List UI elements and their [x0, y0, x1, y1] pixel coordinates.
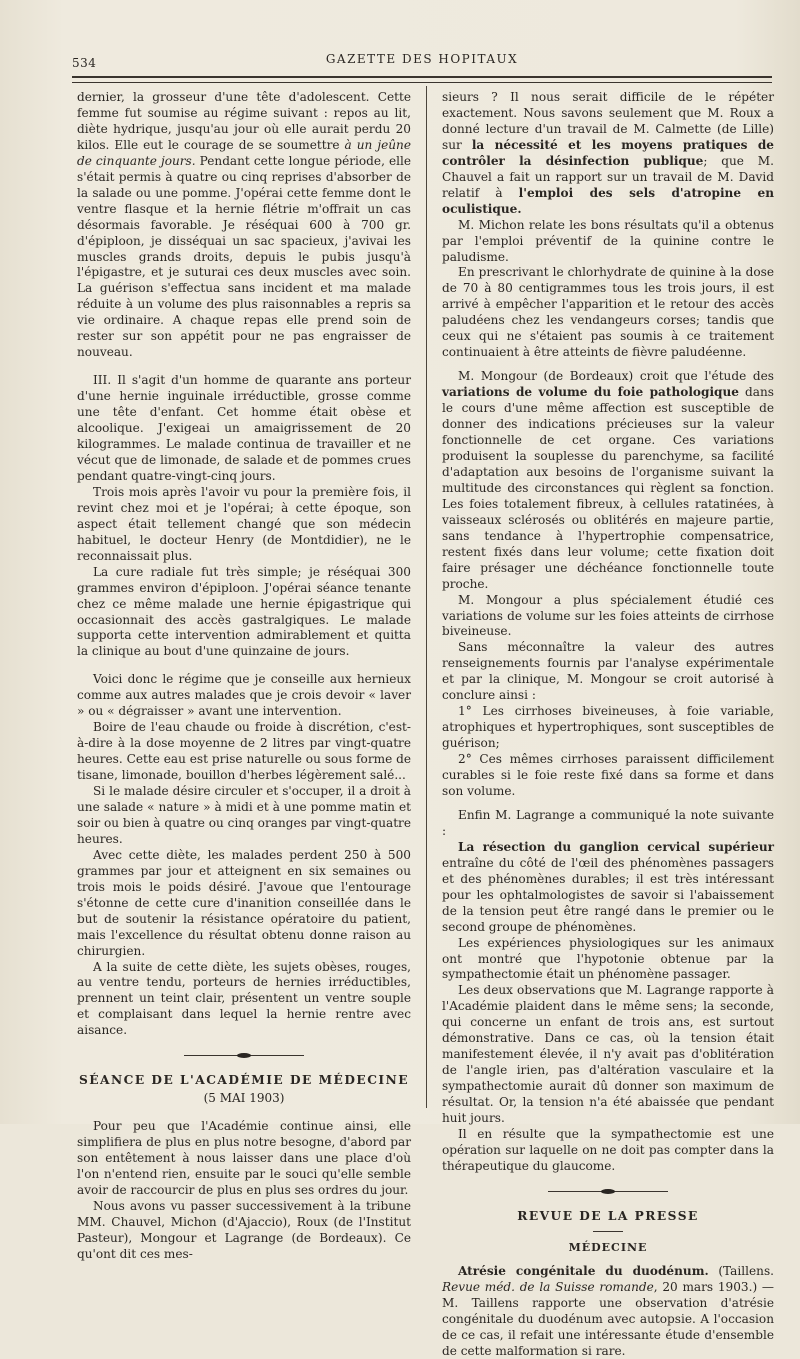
page-number: 534	[72, 56, 97, 70]
paragraph: Voici donc le régime que je conseille aux hernieux comme aux autres malades que je crois devoir « laver » ou « dégraisser » avant une intervention.	[77, 672, 411, 719]
paragraph: Les deux observations que M. Lagrange rapporte à l'Académie plaident dans le même sens; la seconde, qui concerne un enfant de trois ans, est surtout démonstrative. Dans ce cas, où la tension était manifestement élevée, il n'y avait pas d'oblitération de l'angle irien, pas d'altération vasculaire et la sympathectomie aurait dû donner son maximum de résultat. Or, la tension n'a été abaissée que pendant huit jours.	[442, 983, 774, 1126]
paragraph: Atrésie congénitale du duodénum. (Taillens. Revue méd. de la Suisse romande, 20 mars 1903.) — M. Taillens rapporte une observation d'atrésie congénitale du duodénum avec autopsie. A l'occasion de ce cas, il refait une intéressante étude d'ensemble de cette malformation si rare.	[442, 1263, 774, 1358]
paragraph: M. Mongour a plus spécialement étudié ces variations de volume sur les foies atteints de cirrhose biveineuse.	[442, 592, 774, 639]
sub-rule	[593, 1231, 623, 1232]
paragraph: Si le malade désire circuler et s'occuper, il a droit à une salade « nature » à midi et à une pomme matin et soir ou bien à quatre ou cinq oranges par vingt-quatre heures.	[77, 784, 411, 846]
paragraph: Les expériences physiologiques sur les animaux ont montré que l'hypotonie obtenue par la sympathectomie était un phénomène passager.	[442, 935, 774, 982]
paragraph: Sans méconnaître la valeur des autres renseignements fournis par l'analyse expérimentale et par la clinique, M. Mongour se croit autorisé à conclure ainsi :	[442, 640, 774, 703]
section-ornament	[548, 1189, 668, 1195]
left-column	[77, 90, 411, 1263]
paragraph: III. Il s'agit d'un homme de quarante ans porteur d'une hernie inguinale irréductible, grosse comme une tête d'enfant. Cet homme était obèse et alcoolique. J'exigeai un amaigrissement de 20 kilogrammes. Le malade continua de travailler et ne vécut que de limonade, de salade et de pommes crues pendant quatre-vingt-cinq jours.	[77, 373, 411, 483]
page-header	[72, 50, 772, 72]
section-date: (5 MAI 1903)	[203, 1091, 285, 1106]
paragraph: Pour peu que l'Académie continue ainsi, elle simplifiera de plus en plus notre besogne, d'abord par son entêtement à nous laisser dans une place d'où l'on n'entend rien, ensuite par le souci qu'elle semble avoir de raccourcir de plus en plus ses ordres du jour.	[77, 1119, 411, 1197]
paragraph: Nous avons vu passer successivement à la tribune MM. Chauvel, Michon (d'Ajaccio), Roux (de l'Institut Pasteur), Mongour et Lagrange (de Bordeaux). Ce qu'ont dit ces mes-	[77, 1198, 411, 1261]
paragraph: M. Michon relate les bons résultats qu'il a obtenus par l'emploi préventif de la quinine contre le paludisme.	[442, 217, 774, 264]
paragraph: Enfin M. Lagrange a communiqué la note suivante :	[442, 807, 774, 838]
paragraph: M. Mongour (de Bordeaux) croit que l'étude des variations de volume du foie pathologique dans le cours d'une même affection est susceptible de donner des indications précieuses sur la valeur fonctionnelle de cet organe. Ces variations produisent la souplesse du parenchyme, sa facilité d'adaptation aux besoins de l'organisme suivant la multitude des circonstances qui règlent sa fonction. Les foies totalement fibreux, à cellules ratatinées, à vaisseaux sclérosés ou oblitérés en majeure partie, sans tendance à l'hypertrophie compensatrice, restent fixés dans leur volume; cette fixation doit faire présager une déchéance fonctionnelle toute proche.	[442, 369, 774, 591]
paragraph: La résection du ganglion cervical supérieur entraîne du côté de l'œil des phénomènes passagers et des phénomènes durables; il est très intéressant pour les ophtalmologistes de savoir si l'abaissement de la tension peut être rangé dans le premier ou le second groupe de phénomènes.	[442, 839, 774, 934]
paragraph: A la suite de cette diète, les sujets obèses, rouges, au ventre tendu, porteurs de hernies irréductibles, prennent un teint clair, présentent un ventre souple et complaisant dans lequel la hernie rentre avec aisance.	[77, 959, 411, 1038]
paragraph: Avec cette diète, les malades perdent 250 à 500 grammes par jour et atteignent en six semaines ou trois mois le poids désiré. J'avoue que l'entourage s'étonne de cette cure d'inanition conseillée dans le but de soutenir la résistance opératoire du patient, mais l'excellence du résultat obtenu donne raison au chirurgien.	[77, 847, 411, 958]
column-divider	[426, 86, 427, 1108]
paragraph: Boire de l'eau chaude ou froide à discrétion, c'est-à-dire à la dose moyenne de 2 litres par vingt-quatre heures. Cette eau est prise naturelle ou sous forme de tisane, limonade, bouillon d'herbes légèrement salé...	[77, 720, 411, 783]
paragraph: Trois mois après l'avoir vu pour la première fois, il revint chez moi et je l'opérai; à cette époque, son aspect était tellement changé que son médecin habituel, le docteur Henry (de Montdidier), ne le reconnaissait plus.	[77, 484, 411, 563]
sub-section-title: MÉDECINE	[568, 1240, 648, 1254]
section-ornament	[184, 1053, 304, 1059]
journal-title: GAZETTE DES HOPITAUX	[325, 52, 519, 66]
section-title: REVUE DE LA PRESSE	[517, 1208, 699, 1223]
paragraph: En prescrivant le chlorhydrate de quinine à la dose de 70 à 80 centigrammes tous les trois jours, il est arrivé à empêcher l'apparition et le retour des accès paludéens chez les vendangeurs corses; tandis que ceux qui ne s'étaient pas soumis à ce traitement continuaient à être atteints de fièvre paludéenne.	[442, 265, 774, 360]
paragraph: La cure radiale fut très simple; je réséquai 300 grammes environ d'épiploon. J'opérai séance tenante chez ce même malade une hernie épigastrique qui occasionnait des accès gastralgiques. Le malade supporta cette intervention admirablement et quitta la clinique au bout d'une quinzaine de jours.	[77, 564, 411, 659]
paragraph: 2° Ces mêmes cirrhoses paraissent difficilement curables si le foie reste fixé dans sa forme et dans son volume.	[442, 752, 774, 798]
paragraph: dernier, la grosseur d'une tête d'adolescent. Cette femme fut soumise au régime suivant : repos au lit, diète hydrique, jusqu'au jour où elle aurait perdu 20 kilos. Elle eut le courage de se soumettre à un jeûne de cinquante jours. Pendant cette longue période, elle s'était permis à quatre ou cinq reprises d'absorber de la salade ou une pomme. J'opérai cette femme dont le ventre flasque et la hernie flétrie m'offrait un cas désormais favorable. Je réséquai 600 à 700 gr. d'épiploon, je disséquai un sac spacieux, j'avivai les muscles grands droits, depuis le pubis jusqu'à l'épigastre, et je suturai ces deux muscles avec soin. La guérison s'effectua sans incident et ma malade réduite à un volume des plus raisonnables a repris sa vie ordinaire. A chaque repas elle prend soin de rester sur son appétit pour ne pas engraisser de nouveau.	[77, 90, 411, 360]
header-rule	[72, 76, 772, 83]
right-column	[442, 90, 774, 1359]
paragraph: Il en résulte que la sympathectomie est une opération sur laquelle on ne doit pas compter dans la thérapeutique du glaucome.	[442, 1127, 774, 1173]
paragraph: sieurs ? Il nous serait difficile de le répéter exactement. Nous savons seulement que M. Roux a donné lecture d'un travail de M. Calmette (de Lille) sur la nécessité et les moyens pratiques de contrôler la désinfection publique; que M. Chauvel a fait un rapport sur un travail de M. David relatif à l'emploi des sels d'atropine en oculistique.	[442, 90, 775, 216]
section-title: SÉANCE DE L'ACADÉMIE DE MÉDECINE	[78, 1073, 410, 1088]
paragraph: 1° Les cirrhoses biveineuses, à foie variable, atrophiques et hypertrophiques, sont susceptibles de guérison;	[442, 704, 774, 751]
